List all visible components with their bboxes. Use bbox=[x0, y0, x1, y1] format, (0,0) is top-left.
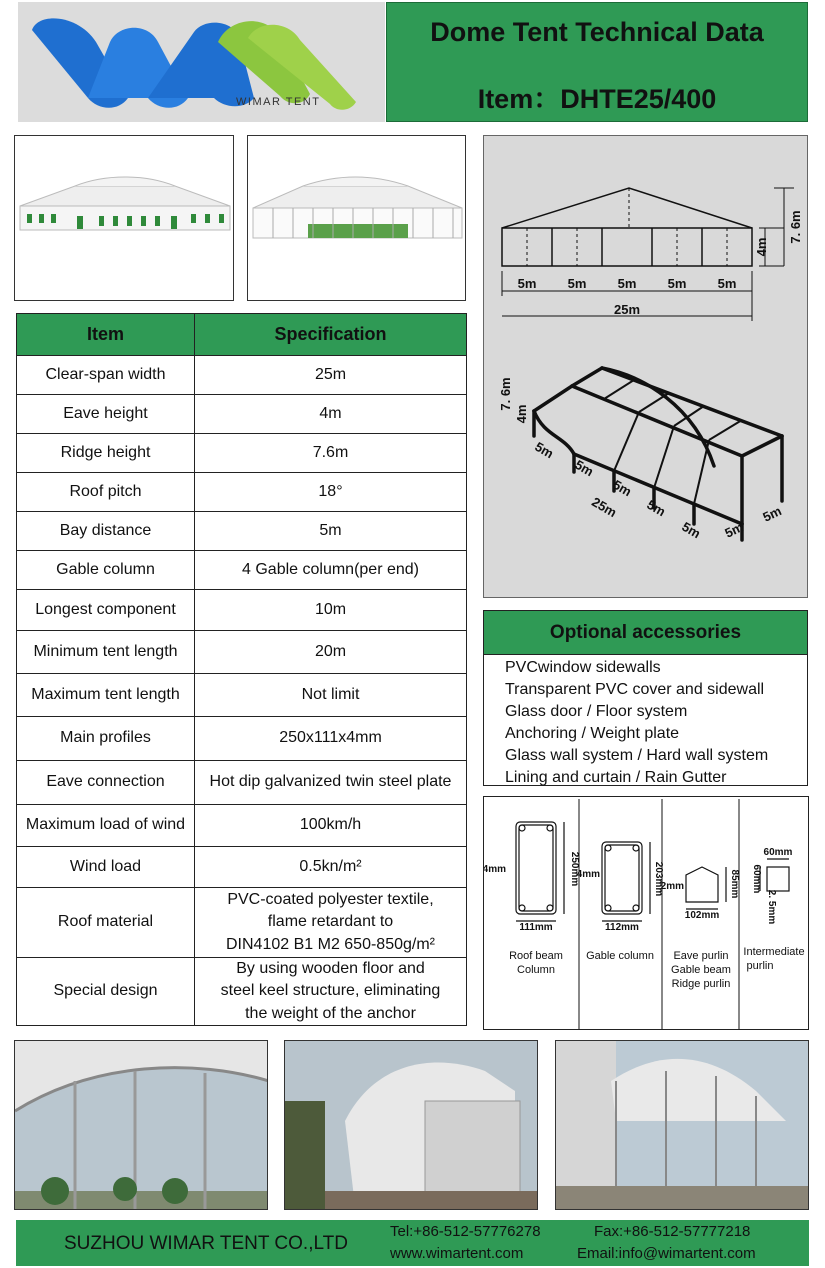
table-row bbox=[17, 717, 467, 761]
company-name: SUZHOU WIMAR TENT CO.,LTD bbox=[64, 1233, 348, 1254]
spec-value-cell: 25m bbox=[195, 356, 467, 395]
bay-label: 5m bbox=[617, 276, 637, 291]
eave-height-label: 4m bbox=[754, 237, 769, 257]
wimar-logo-graphic bbox=[18, 2, 385, 122]
iso-side-label: 5m bbox=[572, 456, 597, 480]
table-row bbox=[17, 356, 467, 395]
profile-height: 85mm bbox=[729, 869, 740, 899]
table-row bbox=[17, 512, 467, 551]
spec-value-cell: 10m bbox=[195, 590, 467, 631]
phone-number: Tel:+86-512-57776278 bbox=[390, 1223, 541, 1240]
spec-item-cell: Eave connection bbox=[17, 761, 195, 805]
profile-thickness: 2mm bbox=[660, 881, 684, 892]
ridge-height-label: 7. 6m bbox=[788, 210, 803, 244]
spec-value-line: DIN4102 B1 M2 650-850g/m² bbox=[226, 935, 435, 953]
optional-accessories-panel bbox=[483, 610, 808, 786]
accessory-item: Glass door / Floor system bbox=[505, 703, 688, 720]
profile-name: Gable beam bbox=[671, 964, 731, 976]
spec-value-cell bbox=[195, 958, 467, 1026]
accessory-item: Anchoring / Weight plate bbox=[505, 725, 680, 742]
iso-end-label: 5m bbox=[722, 519, 746, 541]
spec-table-header bbox=[17, 314, 467, 356]
fax-number: Fax:+86-512-57777218 bbox=[594, 1223, 751, 1240]
column-header-specification: Specification bbox=[195, 314, 467, 356]
spec-item-cell: Gable column bbox=[17, 551, 195, 590]
accessory-item: Glass wall system / Hard wall system bbox=[505, 747, 769, 764]
iso-width-label: 25m bbox=[589, 494, 620, 521]
table-row bbox=[17, 674, 467, 717]
spec-item-cell: Roof material bbox=[17, 888, 195, 958]
table-row bbox=[17, 958, 467, 1026]
page-title: Dome Tent Technical Data bbox=[430, 17, 764, 47]
tent-side-photo bbox=[284, 1040, 538, 1210]
profile-width: 60mm bbox=[763, 847, 793, 858]
accessory-item: Lining and curtain / Rain Gutter bbox=[505, 769, 727, 786]
table-row bbox=[17, 395, 467, 434]
spec-item-cell: Longest component bbox=[17, 590, 195, 631]
iso-side-label: 5m bbox=[644, 496, 669, 520]
tent-dimension-diagram bbox=[483, 135, 808, 598]
accessories-title: Optional accessories bbox=[484, 611, 807, 655]
spec-item-cell: Ridge height bbox=[17, 434, 195, 473]
spec-value-cell: 4 Gable column(per end) bbox=[195, 551, 467, 590]
bay-label: 5m bbox=[717, 276, 737, 291]
spec-item-cell: Roof pitch bbox=[17, 473, 195, 512]
iso-eave-height-label: 4m bbox=[514, 404, 529, 424]
tent-photo-closed bbox=[14, 135, 234, 301]
website-link[interactable]: www.wimartent.com bbox=[390, 1245, 524, 1262]
spec-item-cell: Eave height bbox=[17, 395, 195, 434]
spec-value-cell: Hot dip galvanized twin steel plate bbox=[195, 761, 467, 805]
bay-label: 5m bbox=[567, 276, 587, 291]
profile-sections-panel bbox=[483, 796, 809, 1030]
profile-width: 111mm bbox=[519, 922, 553, 933]
spec-value-line: the weight of the anchor bbox=[245, 1004, 416, 1022]
table-row bbox=[17, 805, 467, 847]
iso-side-label: 5m bbox=[610, 476, 635, 500]
spec-item-cell: Wind load bbox=[17, 847, 195, 888]
brand-text: WIMAR TENT bbox=[236, 96, 321, 108]
profile-thickness: 4mm bbox=[484, 864, 506, 875]
spec-value-cell: 7.6m bbox=[195, 434, 467, 473]
accessory-item: PVCwindow sidewalls bbox=[505, 659, 661, 676]
iso-side-label: 5m bbox=[679, 518, 704, 542]
spec-value-cell bbox=[195, 888, 467, 958]
interior-photo bbox=[14, 1040, 268, 1210]
total-width-label: 25m bbox=[613, 302, 641, 317]
email-link[interactable]: Email:info@wimartent.com bbox=[577, 1245, 756, 1262]
profile-thickness: 2. 5mm bbox=[766, 889, 777, 925]
spec-value-line: steel keel structure, eliminating bbox=[220, 982, 441, 1000]
accessories-list bbox=[484, 655, 807, 789]
spec-value-cell: 4m bbox=[195, 395, 467, 434]
bay-label: 5m bbox=[517, 276, 537, 291]
spec-item-cell: Special design bbox=[17, 958, 195, 1026]
table-row bbox=[17, 473, 467, 512]
spec-value-cell: 18° bbox=[195, 473, 467, 512]
profile-name: Ridge purlin bbox=[671, 978, 731, 990]
spec-item-cell: Minimum tent length bbox=[17, 631, 195, 674]
spec-value-line: flame retardant to bbox=[267, 913, 394, 931]
footer-bar bbox=[16, 1220, 809, 1266]
spec-item-cell: Maximum load of wind bbox=[17, 805, 195, 847]
profile-width: 102mm bbox=[684, 910, 720, 921]
table-row bbox=[17, 888, 467, 958]
tent-photo-open bbox=[247, 135, 466, 301]
title-banner bbox=[386, 2, 808, 122]
table-row bbox=[17, 761, 467, 805]
spec-value-cell: 0.5kn/m² bbox=[195, 847, 467, 888]
spec-value-line: By using wooden floor and bbox=[236, 960, 425, 977]
spec-value-cell: Not limit bbox=[195, 674, 467, 717]
profile-name: Intermediate bbox=[743, 946, 805, 958]
bay-label: 5m bbox=[667, 276, 687, 291]
item-code: Item：DHTE25/400 bbox=[477, 84, 717, 114]
profile-width: 112mm bbox=[605, 922, 639, 933]
spec-item-cell: Bay distance bbox=[17, 512, 195, 551]
profile-height: 60mm bbox=[751, 864, 762, 894]
table-row bbox=[17, 551, 467, 590]
profile-name: purlin bbox=[746, 960, 774, 972]
tent-frame-photo bbox=[555, 1040, 809, 1210]
spec-value-line: PVC-coated polyester textile, bbox=[227, 890, 434, 908]
table-row bbox=[17, 590, 467, 631]
spec-item-cell: Maximum tent length bbox=[17, 674, 195, 717]
profile-name: Column bbox=[517, 964, 555, 976]
iso-side-label: 5m bbox=[532, 438, 557, 462]
spec-value-cell: 5m bbox=[195, 512, 467, 551]
iso-end-label: 5m bbox=[760, 503, 784, 525]
spec-table bbox=[16, 313, 467, 1026]
table-row bbox=[17, 434, 467, 473]
profile-name: Roof beam bbox=[509, 950, 563, 962]
profile-height: 203mm bbox=[653, 861, 664, 897]
spec-item-cell: Main profiles bbox=[17, 717, 195, 761]
iso-ridge-height-label: 7. 6m bbox=[498, 377, 513, 411]
profile-name: Eave purlin bbox=[673, 950, 729, 962]
profile-height: 250mm bbox=[569, 851, 580, 887]
spec-value-cell: 20m bbox=[195, 631, 467, 674]
table-row bbox=[17, 631, 467, 674]
company-logo bbox=[18, 2, 385, 122]
spec-item-cell: Clear-span width bbox=[17, 356, 195, 395]
profile-name: Gable column bbox=[586, 950, 654, 962]
column-header-item: Item bbox=[17, 314, 195, 356]
table-row bbox=[17, 847, 467, 888]
accessory-item: Transparent PVC cover and sidewall bbox=[505, 681, 765, 698]
spec-value-cell: 250x111x4mm bbox=[195, 717, 467, 761]
profile-thickness: 4mm bbox=[576, 869, 600, 880]
spec-value-cell: 100km/h bbox=[195, 805, 467, 847]
